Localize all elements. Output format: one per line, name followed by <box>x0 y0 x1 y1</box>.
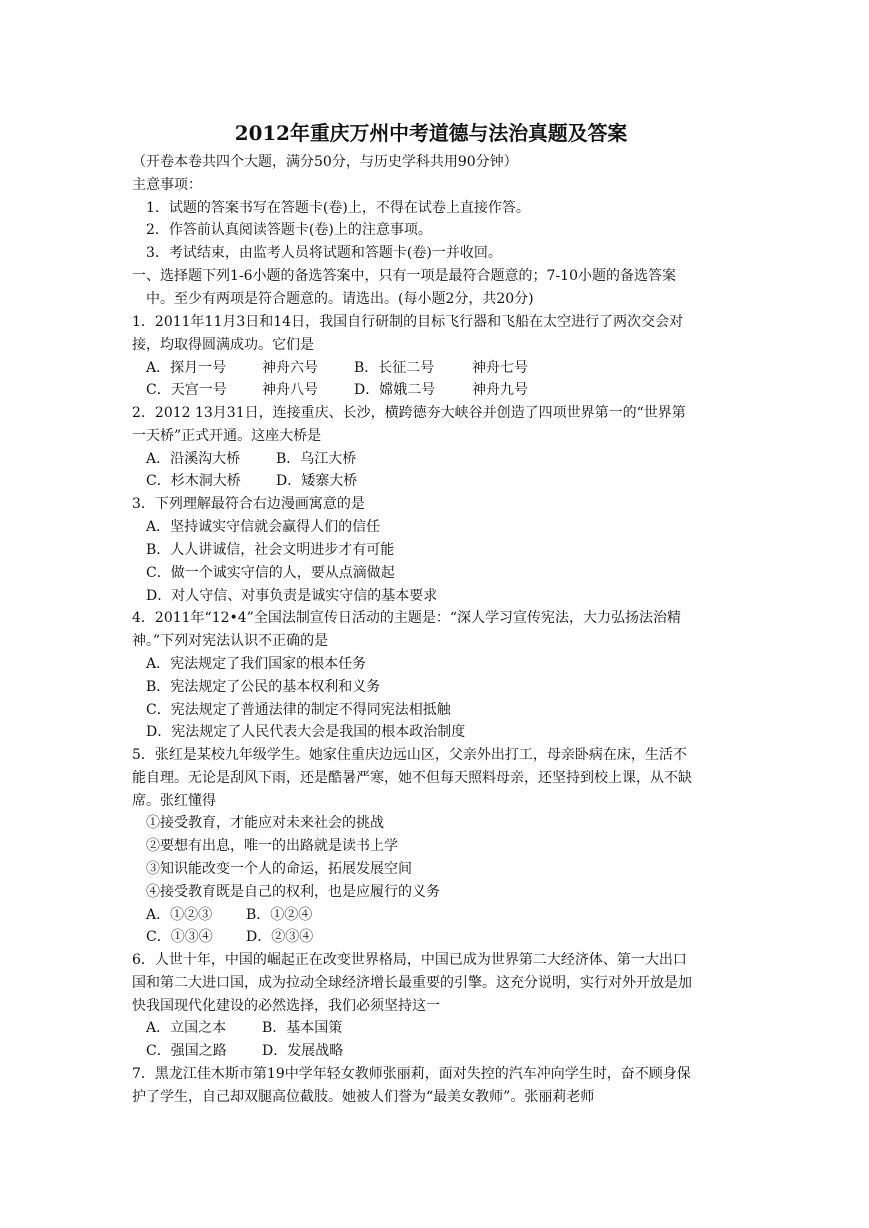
option-b-second: 神舟七号 <box>472 360 528 376</box>
document-title: 2012年重庆万州中考道德与法治真题及答案 <box>234 121 628 145</box>
question-3-stem: 3．下列理解最符合右边漫画寓意的是 <box>132 496 365 512</box>
option-d-second: 神舟九号 <box>472 382 528 398</box>
option-c: C．①③④ <box>146 929 213 945</box>
option-a: A．坚持诚实守信就会赢得人们的信任 <box>146 519 381 535</box>
question-6-stem: 6．人世十年，中国的崛起正在改变世界格局，中国已成为世界第二大经济体、第一大出口 <box>132 952 687 968</box>
question-7-stem: 护了学生，自己却双腿高位截肢。她被人们誉为“最美女教师”。张丽莉老师 <box>132 1089 595 1105</box>
statement-item: ①接受教育，才能应对未来社会的挑战 <box>146 815 384 831</box>
option-d: D．嫦娥二号 <box>354 382 436 398</box>
option-a: A．①②③ <box>146 907 213 923</box>
question-2-stem: 2．2012 13月31日，连接重庆、长沙，横跨德夯大峡谷并创造了四项世界第一的“世界第 <box>132 405 686 421</box>
question-5-stem: 5．张红是某校九年级学生。她家住重庆边远山区，父亲外出打工，母亲卧病在床，生活不 <box>132 747 687 763</box>
option-d: D．宪法规定了人民代表大会是我国的根本政治制度 <box>146 724 466 740</box>
question-5-stem: 能自理。无论是刮风下雨，还是酷暑严寒，她不但每天照料母亲，还坚持到校上课，从不缺 <box>132 770 692 786</box>
section-heading-cont: 中。至少有两项是符合题意的。请选出。(每小题2分，共20分) <box>146 291 534 307</box>
question-6-stem: 国和第二大进口国，成为拉动全球经济增长最重要的引擎。这充分说明，实行对外开放是加 <box>132 975 692 991</box>
question-2-stem: 一天桥”正式开通。这座大桥是 <box>132 428 322 444</box>
question-4-stem: 4．2011年“12•4”全国法制宣传日活动的主题是：“深人学习宣传宪法，大力弘扬法治精 <box>132 610 681 626</box>
option-a: A．探月一号 <box>146 360 227 376</box>
note-line: 3．考试结束，由监考人员将试题和答题卡(卷)一并收回。 <box>146 245 502 261</box>
option-b: B．长征二号 <box>354 360 435 376</box>
statement-item: ②要想有出息，唯一的出路就是读书上学 <box>146 838 398 854</box>
option-b: B．乌江大桥 <box>276 451 357 467</box>
option-b: B．宪法规定了公民的基本权利和义务 <box>146 679 381 695</box>
note-line: 2．作答前认真阅读答题卡(卷)上的注意事项。 <box>146 222 432 238</box>
question-4-stem: 神。”下列对宪法认识不正确的是 <box>132 633 329 649</box>
question-1-stem: 1．2011年11月3日和14日，我国自行研制的目标飞行器和飞船在太空进行了两次交会对 <box>132 314 684 330</box>
question-1-stem: 接，均取得圆满成功。它们是 <box>132 337 314 353</box>
exam-subtitle: （开卷本卷共四个大题，满分50分，与历史学科共用90分钟） <box>132 154 518 170</box>
statement-item: ③知识能改变一个人的命运，拓展发展空间 <box>146 861 412 877</box>
question-6-stem: 快我国现代化建设的必然选择，我们必须坚持这一 <box>132 998 440 1014</box>
note-line: 1．试题的答案书写在答题卡(卷)上，不得在试卷上直接作答。 <box>146 200 530 216</box>
option-a: A．宪法规定了我们国家的根本任务 <box>146 656 367 672</box>
option-c-second: 神舟八号 <box>262 382 318 398</box>
notes-heading: 主意事项： <box>132 177 202 193</box>
option-c: C．强国之路 <box>146 1043 227 1059</box>
option-b: B．①②④ <box>246 907 313 923</box>
option-a: A．立国之本 <box>146 1020 227 1036</box>
question-7-stem: 7．黑龙江佳木斯市第19中学年轻女教师张丽莉，面对失控的汽车冲向学生时，奋不顾身保 <box>132 1066 691 1082</box>
option-c: C．杉木洞大桥 <box>146 473 241 489</box>
statement-item: ④接受教育既是自己的权利，也是应履行的义务 <box>146 884 440 900</box>
option-c: C．做一个诚实守信的人，要从点滴做起 <box>146 565 395 581</box>
option-d: D．发展战略 <box>262 1043 344 1059</box>
option-c: C．宪法规定了普通法律的制定不得同宪法相抵触 <box>146 702 451 718</box>
option-a-second: 神舟六号 <box>262 360 318 376</box>
option-b: B．人人讲诚信，社会文明进步才有可能 <box>146 542 395 558</box>
section-heading: 一、选择题下列1-6小题的备选答案中，只有一项是最符合题意的；7-10小题的备选答案 <box>132 268 676 284</box>
question-5-stem: 席。张红懂得 <box>132 793 216 809</box>
option-a: A．沿溪沟大桥 <box>146 451 241 467</box>
option-d: D．矮寨大桥 <box>276 473 358 489</box>
option-c: C．天宫一号 <box>146 382 227 398</box>
option-d: D．②③④ <box>246 929 314 945</box>
option-b: B．基本国策 <box>262 1020 343 1036</box>
option-d: D．对人守信、对事负责是诚实守信的基本要求 <box>146 588 438 604</box>
